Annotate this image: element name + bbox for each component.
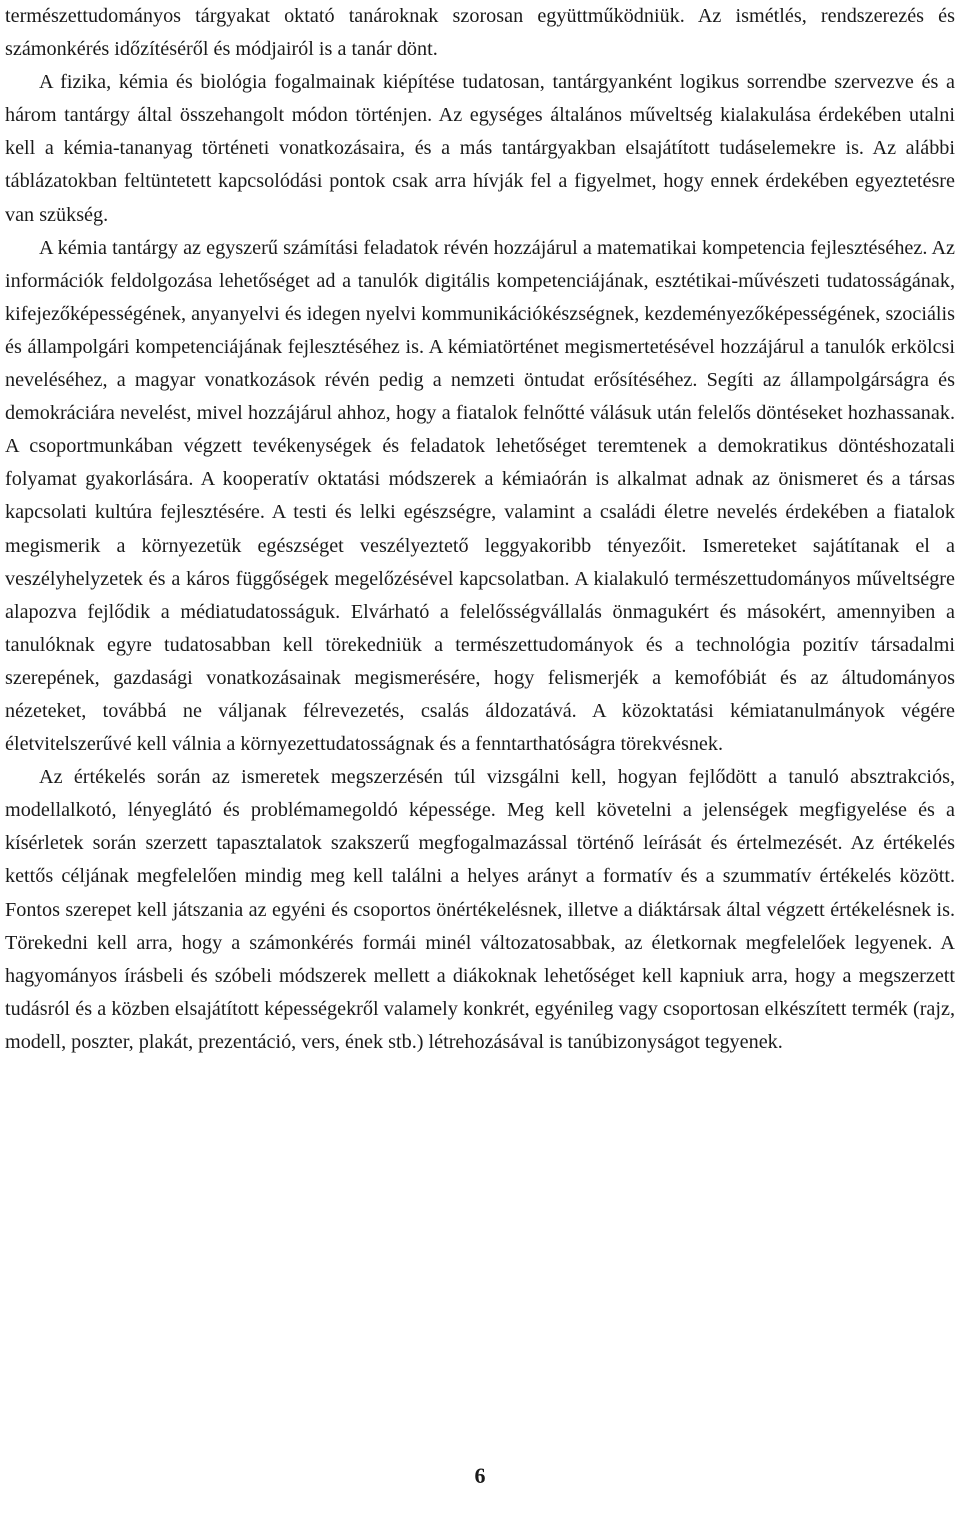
paragraph-competencies: A kémia tantárgy az egyszerű számítási feladatok révén hozzájárul a matematikai kompetencia fejlesztéséhez. Az információk feldolgozása lehetőséget ad a tanulók digitális kompetenciájának, esztétikai-művészeti tudatosságának, kifejezőképességének, anyanyelvi és idegen nyelvi kommunikációkészségnek, kezdeményezőképességének, szociális és állampolgári kompetenciájának fejlesztéséhez is. A kémiatörténet megismertetésével hozzájárul a tanulók erkölcsi neveléséhez, a magyar vonatkozások révén pedig a nemzeti öntudat erősítéséhez. Segíti az állampolgárságra és demokráciára nevelést, mivel hozzájárul ahhoz, hogy a fiatalok felnőtté válásuk után felelős döntéseket hozhassanak. A csoportmunkában végzett tevékenységek és feladatok lehetőséget teremtenek a demokratikus döntéshozatali folyamat gyakorlására. A kooperatív oktatási módszerek a kémiaórán is alkalmat adnak az önismeret és a társas kapcsolati kultúra fejlesztésére. A testi és lelki egészségre, valamint a családi életre nevelés érdekében a fiatalok megismerik a környezetük egészséget veszélyeztető leggyakoribb tényezőit. Ismereteket sajátítanak el a veszélyhelyzetek és a káros függőségek megelőzésével kapcsolatban. A kialakuló természettudományos műveltségre alapozva fejlődik a médiatudatosságuk. Elvárható a felelősségvállalás önmagukért és másokért, amennyiben a tanulóknak egyre tudatosabban kell törekedniük a természettudományok és a technológia pozitív társadalmi szerepének, gazdasági vonatkozásainak megismerésére, hogy felismerjék a kemofóbiát és az áltudományos nézeteket, továbbá ne váljanak félrevezetés, csalás áldozatává. A közoktatási kémiatanulmányok végére életvitelszerűvé kell válnia a környezettudatosságnak és a fenntarthatóságra törekvésnek. [5,236,955,756]
paragraph-assessment: Az értékelés során az ismeretek megszerzésén túl vizsgálni kell, hogyan fejlődött a tanuló absztrakciós, modellalkotó, lényeglátó és problémamegoldó képessége. Meg kell követelni a jelenségek megfigyelése és a kísérletek során szerzett tapasztalatok szakszerű megfogalmazással történő leírását és értelmezését. Az értékelés kettős céljának megfelelően mindig meg kell találni a helyes arányt a formatív és a szummatív értékelés között. Fontos szerepet kell játszania az egyéni és csoportos önértékelésnek, illetve a diáktársak által végzett értékelésnek is. Törekedni kell arra, hogy a számonkérés formái minél változatosabbak, az életkornak megfelelőek legyenek. A hagyományos írásbeli és szóbeli módszerek mellett a diákoknak lehetőséget kell kapniuk arra, hogy a megszerzett tudásról és a közben elsajátított képességekről valamely konkrét, egyénileg vagy csoportosan elkészített termék (rajz, modell, poszter, plakát, prezentáció, vers, ének stb.) létrehozásával is tanúbizonyságot tegyenek. [5,766,955,1053]
paragraph-continuation: természettudományos tárgyakat oktató tanároknak szorosan együttműködniük. Az ismétlés, rendszerezés és számonkérés időzítéséről és módjairól is a tanár dönt. [5,5,955,61]
paragraph-subject-integration: A fizika, kémia és biológia fogalmainak kiépítése tudatosan, tantárgyanként logikus sorrendbe szervezve és a három tantárgy által összehangolt módon történjen. Az egységes általános műveltség kialakulása érdekében utalni kell a kémia-tananyag történeti vonatkozásaira, és a más tantárgyakban elsajátított tudáselemekre is. Az alábbi táblázatokban feltüntetett kapcsolódási pontok csak arra hívják fel a figyelmet, hogy ennek érdekében egyeztetésre van szükség. [5,71,955,226]
page-number: 6 [474,1463,486,1488]
document-page [5,0,955,1059]
